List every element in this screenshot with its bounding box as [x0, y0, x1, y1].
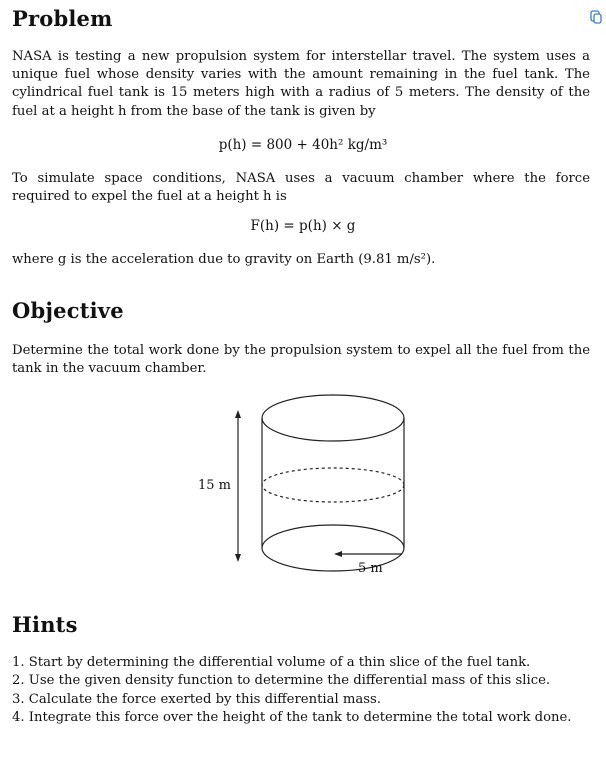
hint-item: 4. Integrate this force over the height of the tank to determine the total work done. [12, 710, 572, 726]
density-equation: p(h) = 800 + 40h² kg/m³ [218, 137, 388, 153]
hints-heading: Hints [12, 612, 78, 637]
cylinder-diagram [180, 388, 420, 588]
hints-list [12, 654, 594, 728]
radius-label: 5 m [358, 561, 383, 576]
hint-item: 1. Start by determining the differential volume of a thin slice of the fuel tank. [12, 655, 531, 670]
cylinder-top [262, 395, 404, 441]
problem-paragraph-3: where g is the acceleration due to gravity on Earth (9.81 m/s²). [12, 252, 436, 267]
problem-paragraph-1: NASA is testing a new propulsion system for interstellar travel. The system uses a unique fuel whose density varies with the amount remaining in the fuel tank. The cylindrical fuel tank is 15 meters high with a radius of 5 meters. The density of the fuel at a height h from the base of the tank is given by [12, 49, 590, 119]
objective-heading: Objective [12, 298, 124, 323]
height-arrow-top-head [235, 410, 241, 418]
problem-paragraph-2: To simulate space conditions, NASA uses a vacuum chamber where the force required to expel the fuel at a height h is [12, 171, 590, 205]
radius-arrow-head [334, 551, 342, 557]
copy-icon[interactable] [590, 10, 602, 24]
hint-item: 3. Calculate the force exerted by this differential mass. [12, 691, 381, 707]
hint-item: 2. Use the given density function to determine the differential mass of this slice. [12, 673, 551, 689]
force-equation: F(h) = p(h) × g [250, 218, 356, 234]
dashed-slice [262, 468, 404, 502]
height-arrow-bottom-head [235, 554, 241, 562]
problem-heading: Problem [12, 6, 113, 31]
height-label: 15 m [198, 478, 232, 493]
objective-text: Determine the total work done by the propulsion system to expel all the fuel from the tank in the vacuum chamber. [12, 343, 590, 377]
